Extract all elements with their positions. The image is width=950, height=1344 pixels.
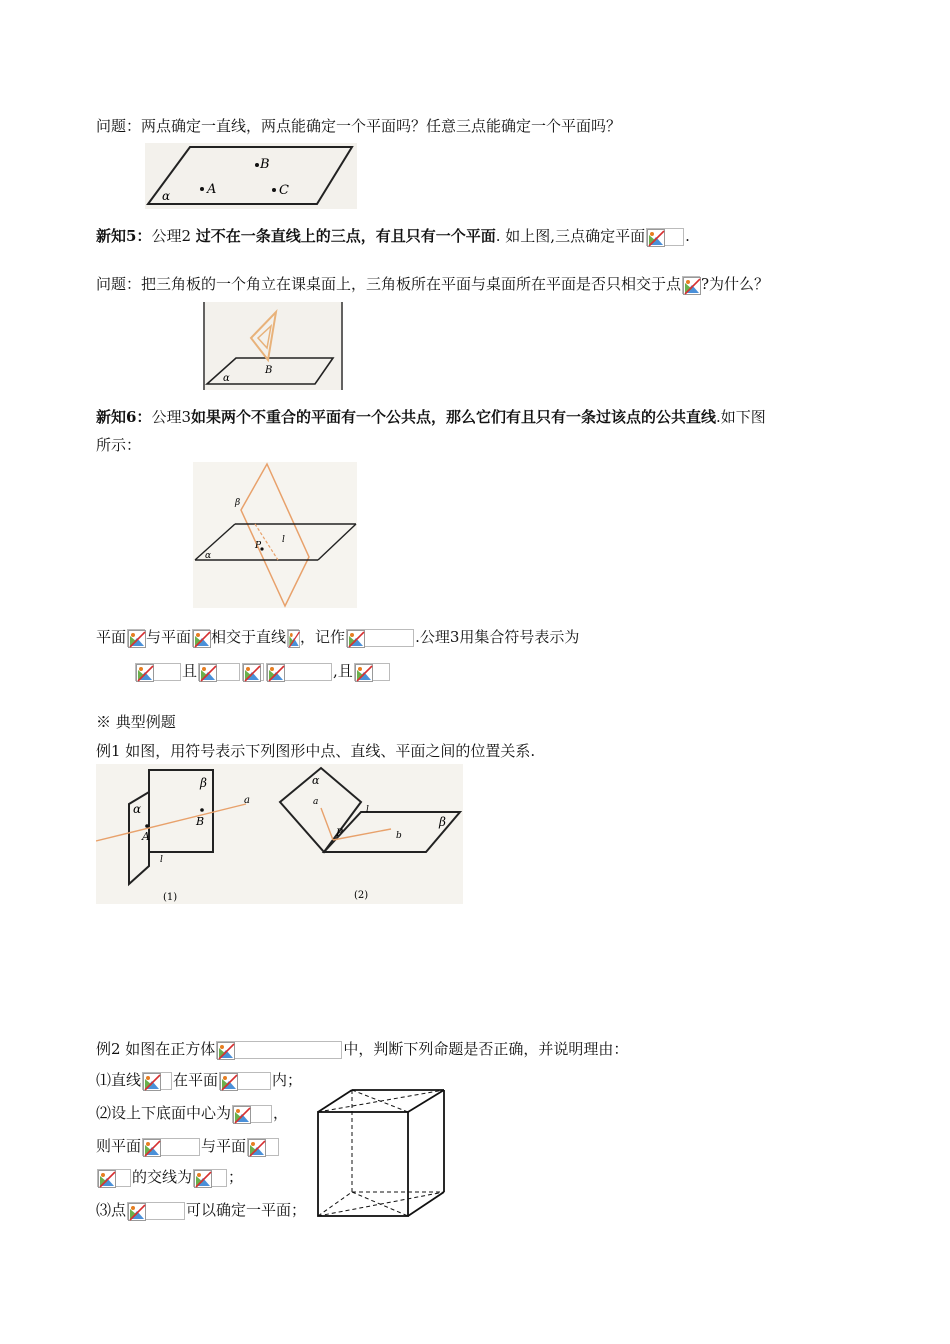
formula-image [266,663,332,681]
section-heading: ※ 典型例题 [96,713,176,731]
formula-image [127,629,145,647]
formula-image [97,1169,131,1187]
svg-text:a: a [244,795,250,806]
example-2: 例2 如图在正方体 中，判断下列命题是否正确，并说明理由： [96,1040,629,1058]
svg-text:A: A [142,830,150,843]
svg-text:β: β [439,815,446,829]
formula-image [682,276,700,294]
item-2-cont2: 的交线为 ； [96,1167,243,1187]
new-knowledge-5: 新知5：公理2 过不在一条直线上的三点，有且只有一个平面. 如上图,三点确定平面 . [96,227,690,245]
item-2: ⑵设上下底面中心为 ， [96,1104,289,1122]
svg-text:B: B [196,815,205,828]
svg-text:l: l [160,855,163,865]
label-a: A [207,182,217,197]
example-1: 例1 如图，用符号表示下列图形中点、直线、平面之间的位置关系. [96,742,536,760]
svg-text:a: a [313,797,319,807]
formula-image [198,663,240,681]
label-alpha: α [205,551,212,561]
svg-text:α: α [312,774,320,787]
svg-text:(2): (2) [354,890,369,901]
new6-prefix: 新知6： [96,408,152,426]
figure-plane-three-points [145,143,357,209]
formula-image [192,629,210,647]
label-l: l [282,535,285,545]
label-b: B [265,365,273,376]
formula-image [193,1169,227,1187]
svg-text:β: β [200,776,207,790]
formula-image [346,629,414,647]
figure-two-planes-intersect [193,462,357,608]
new-knowledge-6: 新知6：公理3如果两个不重合的平面有一个公共点，那么它们有且只有一条过该点的公共直线.如下图 [96,408,766,426]
formula-image [135,663,181,681]
figure-triangle-on-table [203,302,343,390]
formula-image [354,663,390,681]
formula-image [142,1138,200,1156]
formula-image [142,1072,172,1090]
label-c: C [279,183,289,198]
new5-prefix: 新知5： [96,227,152,245]
label-b: B [260,157,270,172]
figure-example-1 [96,764,463,904]
formula-image [127,1202,185,1220]
formula-image [646,228,684,246]
new-knowledge-6-cont: 所示： [96,436,142,454]
label-alpha: α [162,189,171,203]
item-3: ⑶点 可以确定一平面； [96,1201,307,1219]
axiom3-statement: 如果两个不重合的平面有一个公共点，那么它们有且只有一条过该点的公共直线 [190,408,716,426]
formula-image [232,1105,272,1123]
formula-image [287,629,299,647]
label-beta: β [235,498,241,508]
label-alpha: α [223,373,230,384]
item-2-cont: 则平面 与平面 [96,1136,280,1156]
svg-text:P: P [336,828,343,839]
label-p: P [255,541,262,551]
svg-text:α: α [133,802,142,816]
svg-text:b: b [396,831,402,841]
figure-cube [310,1086,452,1220]
formula-image [219,1072,271,1090]
axiom3-notation: 平面 与平面 相交于直线 ，记作 .公理3用集合符号表示为 [96,628,580,646]
item-1: ⑴直线 在平面 内； [96,1071,303,1089]
axiom2-statement: 过不在一条直线上的三点，有且只有一个平面 [195,227,496,245]
question-1: 问题：两点确定一直线，两点能确定一个平面吗？任意三点能确定一个平面吗？ [96,117,622,135]
formula-image [216,1041,342,1059]
svg-text:(1): (1) [163,892,178,903]
svg-text:l: l [366,805,369,815]
formula-image [247,1138,279,1156]
axiom3-set-notation: 且 ,且 [134,661,391,681]
formula-image [242,663,264,681]
question-2: 问题：把三角板的一个角立在课桌面上，三角板所在平面与桌面所在平面是否只相交于点 ?为什么？ [96,275,770,293]
